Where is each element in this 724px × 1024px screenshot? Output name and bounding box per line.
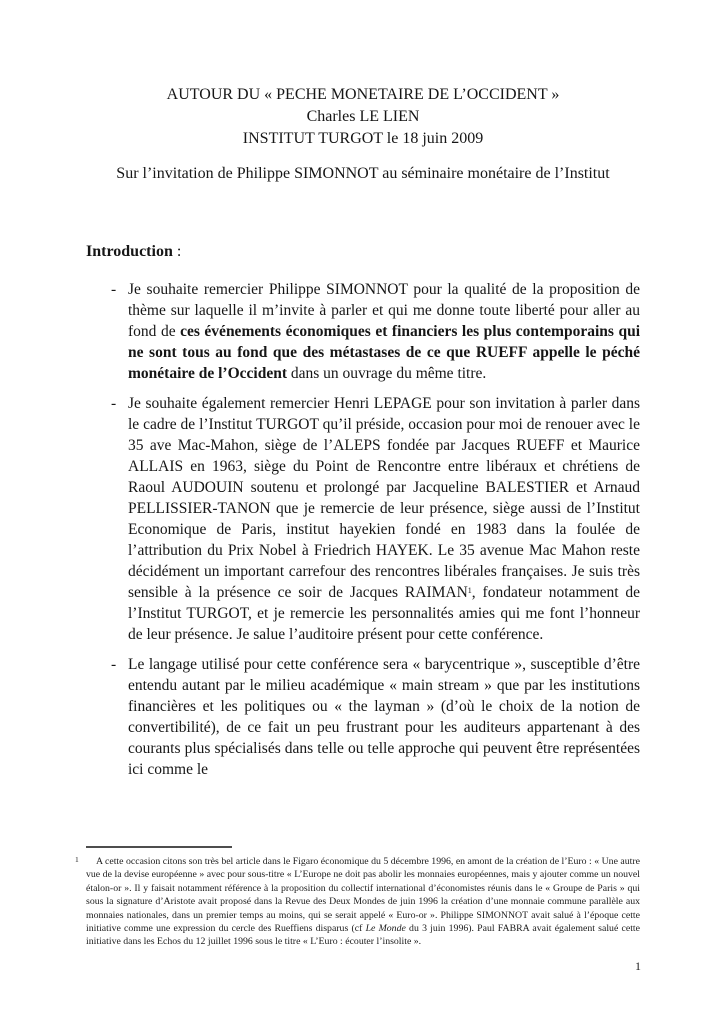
author-line: Charles LE LIEN — [306, 108, 420, 125]
paragraph-3 — [128, 654, 640, 780]
list-item — [86, 393, 640, 645]
list-dash-marker: - — [111, 656, 117, 673]
section-heading-text: Introduction — [86, 243, 173, 260]
list-item — [86, 279, 640, 384]
paragraph-2-text: Je souhaite également remercier Henri LEPAGE pour son invitation à parler dans le cadre de l’Institut TURGOT qu’il préside, occasion pour moi de renouer avec le 35 ave Mac-Mahon, siège de l’ALEPS fondée par Jacques RUEFF et Maurice ALLAIS en 1963, siège du Point de Rencontre entre libéraux et chrétiens de Raoul AUDOUIN soutenu et prolongé par Jacqueline BALESTIER et Arnaud PELLISSIER-TANON que je remercie de leur présence, siège aussi de l’Institut Economique de Paris, institut hayekien fondé en 1983 dans la foulée de l’attribution du Prix Nobel à Friedrich HAYEK. Le 35 avenue Mac Mahon reste décidément un important carrefour des rencontres libérales françaises. Je suis très sensible à la présence ce soir de Jacques RAIMAN — [128, 395, 640, 601]
footnote-number: 1 — [75, 855, 79, 864]
footnote-block — [75, 846, 641, 949]
footnote-body-text: A cette occasion citons son très bel article dans le Figaro économique du 5 décembre 1996, en amont de la création de l’Euro : « Une autre vue de la devise européenne » avec pour sous-titre « L’Europe ne doit pas abolir les monnaies européennes, mais y ajouter comme un nouvel étalon-or ». Il y faisait notamment référence à la proposition du collectif international d’économistes réunis dans le « Groupe de Paris » qui sous la signature d’Aristote avait proposé dans la Revue des Deux Mondes de juin 1996 la création d’une monnaie commune parallèle aux monnaies nationales, dans un premier temps au moins, qui se serait appelé « Euro-or ». Philippe SIMONNOT avait salué à l’époque cette initiative comme une expression du cercle des Rueffiens disparus (cf — [86, 856, 640, 935]
page-number: 1 — [635, 959, 641, 973]
footnote-text — [75, 855, 641, 949]
paragraph-1-text: Je souhaite remercier Philippe SIMONNOT pour la qualité de la proposition de thème sur laquelle il m’invite à parler et qui me donne toute liberté pour aller au fond de — [128, 281, 640, 340]
title-block — [86, 84, 640, 150]
document-title: AUTOUR DU « PECHE MONETAIRE DE L’OCCIDENT » — [166, 86, 560, 103]
footnote-separator — [86, 846, 232, 848]
paragraph-3-text: Le langage utilisé pour cette conférence sera « barycentrique », susceptible d’être entendu autant par le milieu académique « main stream » que par les institutions financières et les politiques ou « the layman » (d’où le choix de la notion de convertibilité), de ce fait un peu frustrant pour les auditeurs appartenant à des courants plus spécialisés dans telle ou telle approche qui peuvent être représentées ici comme le — [128, 656, 640, 778]
institute-date-line: INSTITUT TURGOT le 18 juin 2009 — [242, 130, 484, 147]
paragraph-1-bold-text: ces événements économiques et financiers les plus contemporains qui ne sont tous au fond que des métastases de ce que RUEFF appelle le péché monétaire de l’Occident — [128, 323, 640, 382]
subtitle: Sur l’invitation de Philippe SIMONNOT au séminaire monétaire de l’Institut — [116, 165, 610, 182]
footnote-reference: 1 — [467, 586, 472, 595]
paragraph-list — [86, 279, 640, 780]
page-content — [86, 84, 640, 780]
paragraph-1-text-end: dans un ouvrage du même titre. — [286, 365, 487, 382]
footnote-italic-title: Le Monde — [365, 923, 406, 935]
list-item — [86, 654, 640, 780]
paragraph-2 — [128, 393, 640, 645]
section-heading — [86, 241, 640, 262]
footnote-body-text-end: du 3 juin 1996). Paul FABRA avait également salué cette initiative dans les Echos du 12 juillet 1996 sous le titre « L’Euro : écouter l’insolite ». — [86, 923, 641, 948]
paragraph-2-text-end: , fondateur notamment de l’Institut TURGOT, et je remercie les personnalités amies qui me font l’honneur de leur présence. Je salue l’auditoire présent pour cette conférence. — [128, 584, 640, 643]
paragraph-1 — [128, 279, 640, 384]
list-dash-marker: - — [111, 281, 117, 298]
section-heading-colon: : — [172, 243, 182, 260]
list-dash-marker: - — [111, 395, 117, 412]
